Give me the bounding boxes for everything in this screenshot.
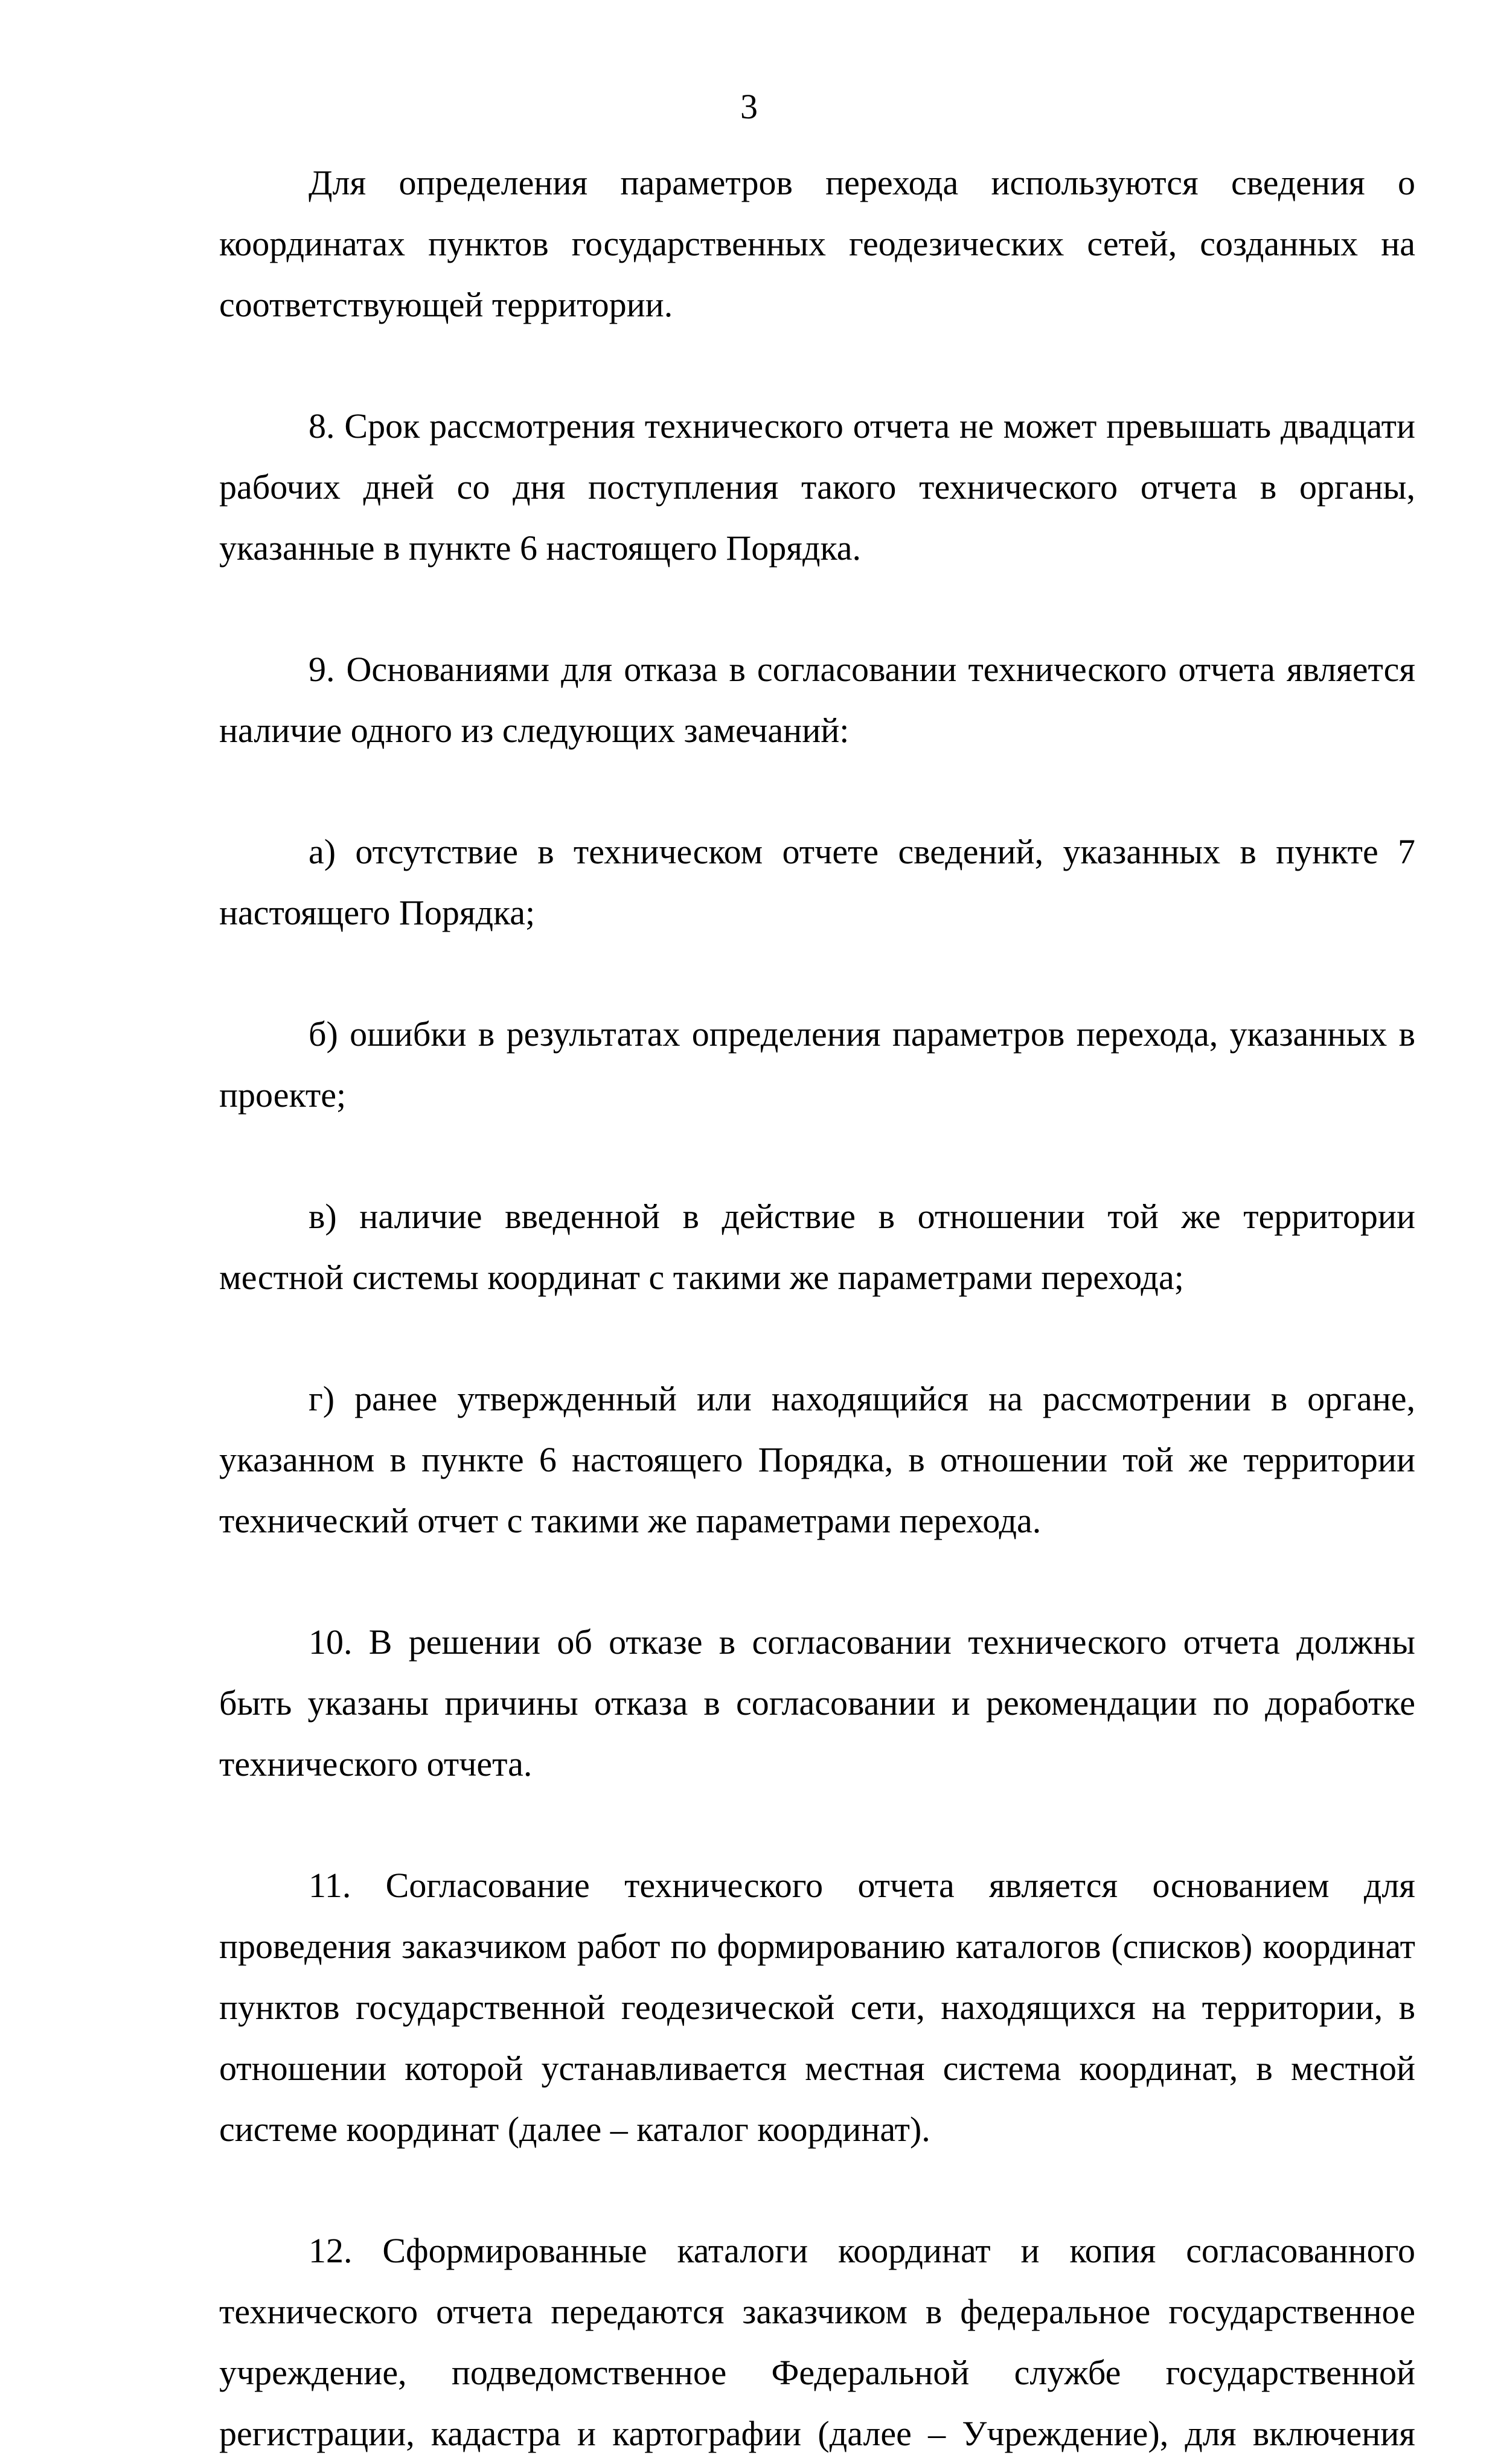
paragraph-9-item-a: а) отсутствие в техническом отчете сведений, указанных в пункте 7 настоящего Порядка; — [219, 832, 1415, 932]
document-body — [219, 152, 1415, 2464]
paragraph-12: 12. Сформированные каталоги координат и копия согласованного технического отчета передаются заказчиком в федеральное государственное учреждение, подведомственное Федеральной службе государственной регистрации, кадастра и картографии (далее – Учреждение), для включения — [219, 2231, 1415, 2453]
paragraph-9-item-g: г) ранее утвержденный или находящийся на рассмотрении в органе, указанном в пункте 6 настоящего Порядка, в отношении той же территории технический отчет с такими же параметрами перехода. — [219, 1379, 1415, 1540]
page-number: 3 — [740, 87, 758, 126]
paragraph-7-continuation: Для определения параметров перехода используются сведения о координатах пунктов государственных геодезических сетей, созданных на соответствующей территории. — [219, 163, 1415, 324]
paragraph-9-item-b: б) ошибки в результатах определения параметров перехода, указанных в проекте; — [219, 1014, 1415, 1115]
paragraph-9-item-v: в) наличие введенной в действие в отношении той же территории местной системы координат с такими же параметрами перехода; — [219, 1197, 1415, 1297]
paragraph-8: 8. Срок рассмотрения технического отчета не может превышать двадцати рабочих дней со дня поступления такого технического отчета в органы, указанные в пункте 6 настоящего Порядка. — [219, 406, 1415, 568]
paragraph-9: 9. Основаниями для отказа в согласовании технического отчета является наличие одного из следующих замечаний: — [219, 650, 1415, 750]
paragraph-10: 10. В решении об отказе в согласовании технического отчета должны быть указаны причины отказа в согласовании и рекомендации по доработке технического отчета. — [219, 1622, 1415, 1784]
paragraph-11: 11. Согласование технического отчета является основанием для проведения заказчиком работ по формированию каталогов (списков) координат пунктов государственной геодезической сети, находящихся на территории, в отношении которой устанавливается местная система координат, в местной системе координат (далее – каталог координат). — [219, 1866, 1415, 2149]
